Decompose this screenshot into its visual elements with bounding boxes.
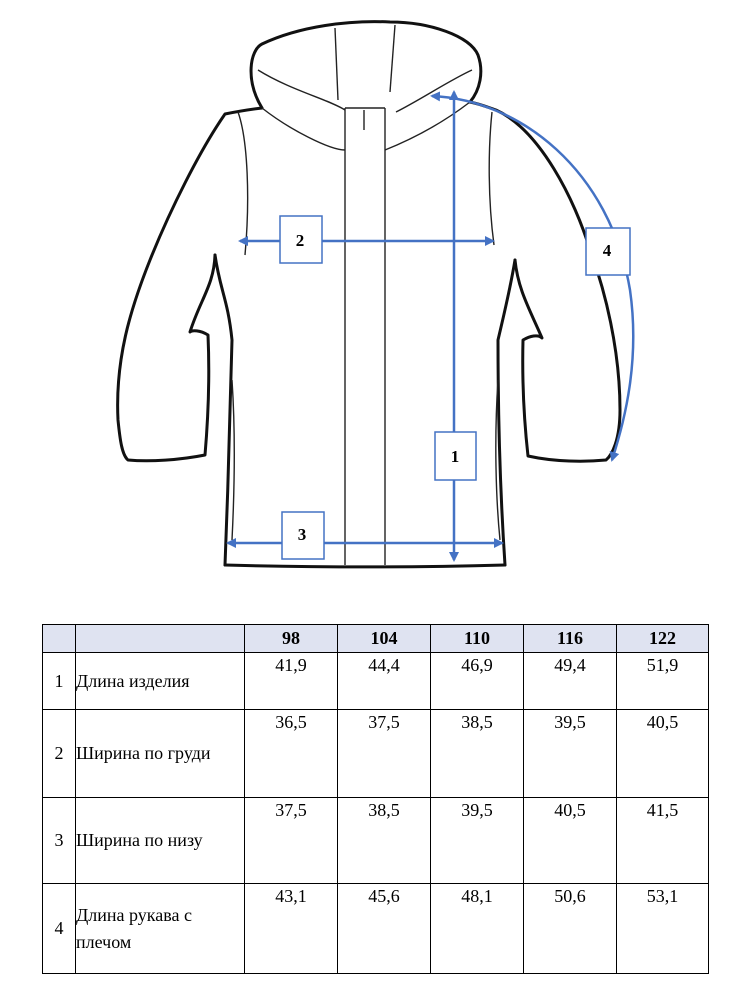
value-cell: 46,9	[431, 653, 524, 710]
row-number: 4	[43, 884, 76, 974]
row-number: 2	[43, 710, 76, 798]
value-cell: 37,5	[338, 710, 431, 798]
value-cell: 53,1	[617, 884, 709, 974]
header-size: 116	[524, 625, 617, 653]
value-cell: 50,6	[524, 884, 617, 974]
marker-3-box	[282, 512, 324, 559]
sleeve-length-arrow	[432, 96, 633, 460]
table-header-row	[43, 625, 709, 653]
marker-1-box	[435, 432, 476, 480]
table-row	[43, 884, 709, 974]
value-cell: 45,6	[338, 884, 431, 974]
value-cell: 40,5	[617, 710, 709, 798]
value-cell: 37,5	[245, 798, 338, 884]
marker-1-label: 1	[450, 447, 460, 466]
row-label: Длина изделия	[76, 653, 245, 710]
row-number: 1	[43, 653, 76, 710]
value-cell: 43,1	[245, 884, 338, 974]
size-table	[42, 624, 709, 974]
jacket-outline	[118, 22, 620, 567]
header-size: 104	[338, 625, 431, 653]
row-number: 3	[43, 798, 76, 884]
marker-2-box	[280, 216, 322, 263]
value-cell: 49,4	[524, 653, 617, 710]
value-cell: 38,5	[338, 798, 431, 884]
value-cell: 44,4	[338, 653, 431, 710]
measurement-arrows	[228, 92, 633, 560]
marker-4-box	[586, 228, 630, 275]
header-size: 98	[245, 625, 338, 653]
jacket-details	[232, 25, 500, 565]
value-cell: 40,5	[524, 798, 617, 884]
value-cell: 51,9	[617, 653, 709, 710]
value-cell: 38,5	[431, 710, 524, 798]
table-row	[43, 798, 709, 884]
value-cell: 41,5	[617, 798, 709, 884]
table-row	[43, 653, 709, 710]
marker-4-label: 4	[602, 241, 612, 260]
header-size: 110	[431, 625, 524, 653]
marker-2-label: 2	[295, 231, 305, 250]
table-row	[43, 710, 709, 798]
value-cell: 39,5	[431, 798, 524, 884]
value-cell: 39,5	[524, 710, 617, 798]
header-empty-num	[43, 625, 76, 653]
row-label: Ширина по груди	[76, 710, 245, 798]
header-empty-label	[76, 625, 245, 653]
header-size: 122	[617, 625, 709, 653]
value-cell: 48,1	[431, 884, 524, 974]
value-cell: 36,5	[245, 710, 338, 798]
marker-3-label: 3	[297, 525, 307, 544]
row-label: Ширина по низу	[76, 798, 245, 884]
row-label: Длина рукава с плечом	[76, 884, 245, 974]
value-cell: 41,9	[245, 653, 338, 710]
